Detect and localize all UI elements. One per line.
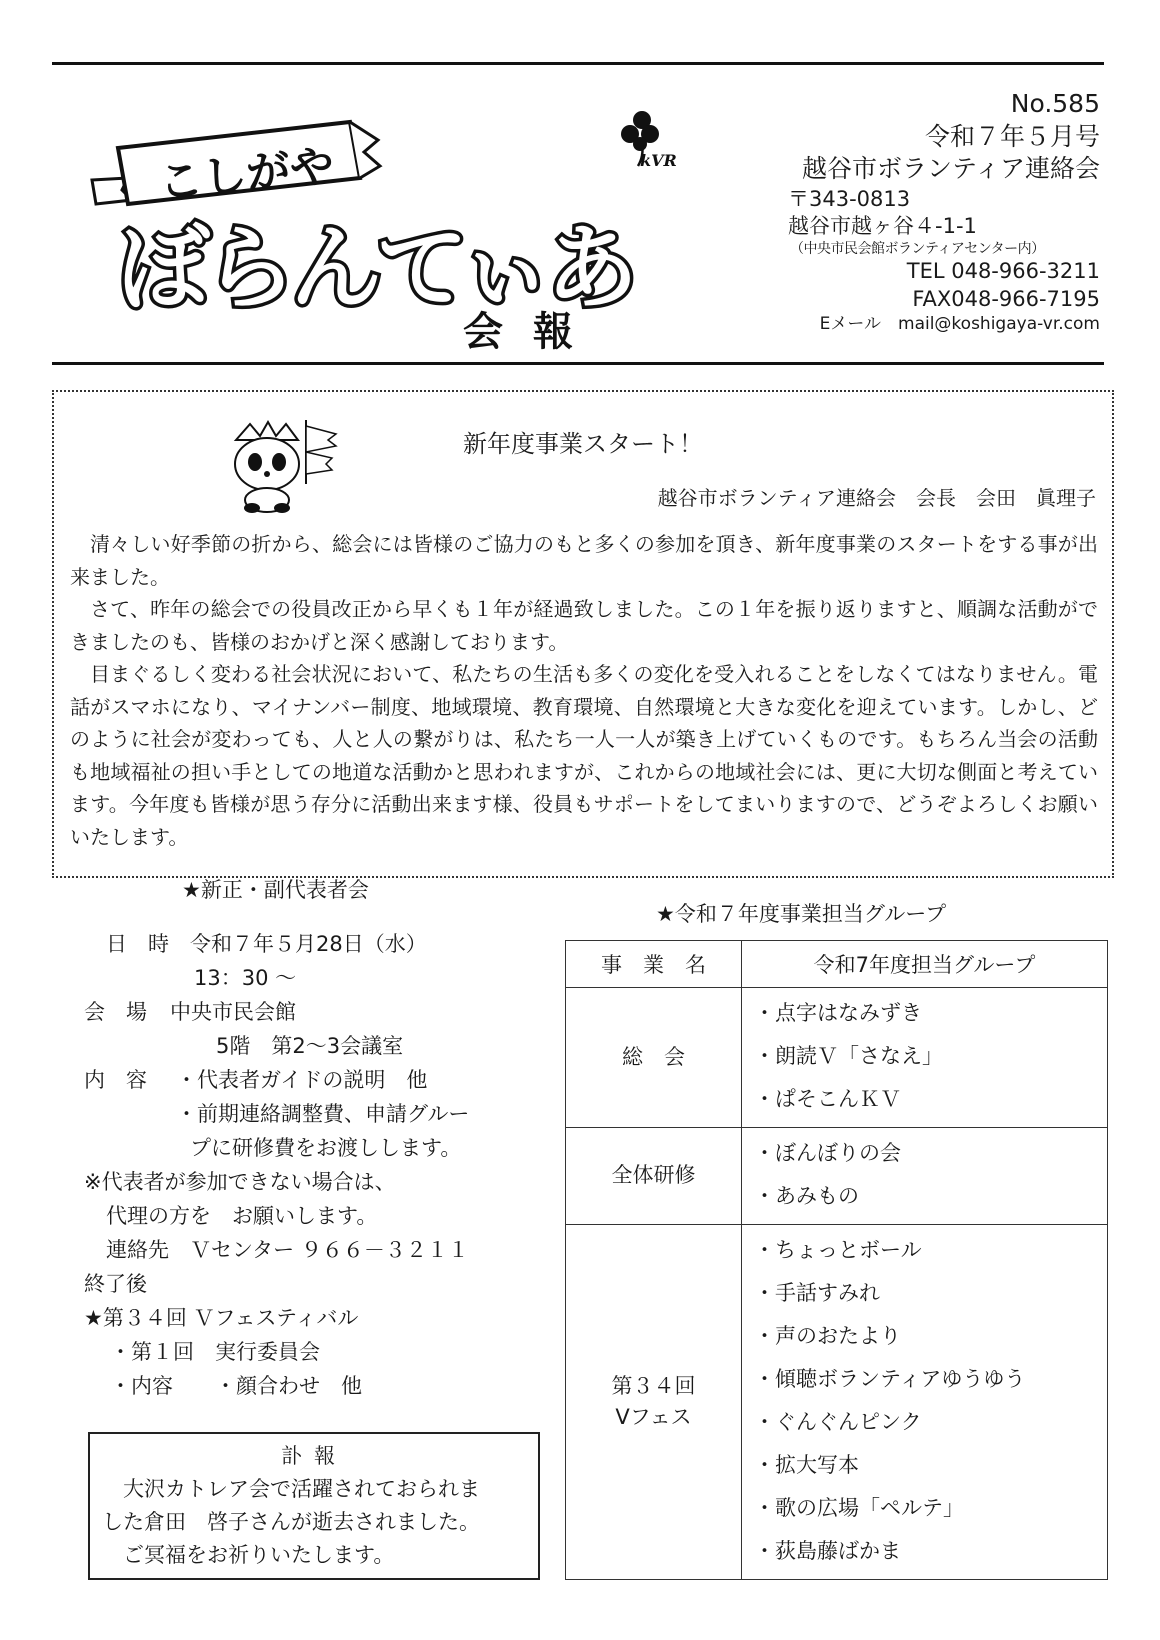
group-item: ・ぼんぼりの会 — [754, 1141, 901, 1165]
date-value: 令和７年５月28日（水） — [190, 932, 427, 956]
column-header-event: 事 業 名 — [566, 941, 742, 988]
group-item: ・拡大写本 — [754, 1453, 859, 1477]
greeting-section — [52, 390, 1114, 878]
group-item: ・朗読Ｖ「さなえ」 — [754, 1044, 943, 1068]
issue-date: 令和７年５月号 — [924, 121, 1100, 151]
time-value: 13：30 〜 — [194, 966, 297, 990]
table-row — [566, 1225, 1108, 1580]
group-item: ・荻島藤ばかま — [754, 1539, 901, 1563]
greeting-author: 越谷市ボランティア連絡会 会長 会田 眞理子 — [657, 486, 1096, 510]
content-label: 内 容 — [84, 1068, 147, 1092]
group-item: ・ぱそこんＫＶ — [754, 1087, 901, 1111]
group-item: ・声のおたより — [754, 1324, 901, 1348]
column-header-group: 令和7年度担当グループ — [742, 941, 1108, 988]
festival-item: ・第１回 実行委員会 — [110, 1340, 320, 1364]
logo-ribbon-text: こしがや — [156, 140, 337, 210]
obituary-title: 訃報 — [281, 1444, 347, 1468]
obituary-line: した倉田 啓子さんが逝去されました。 — [102, 1510, 480, 1534]
group-item: ・手話すみれ — [754, 1281, 880, 1305]
groups-table — [565, 940, 1108, 1580]
obituary-line: 大沢カトレア会で活躍されておられま — [123, 1477, 480, 1501]
meeting-section — [84, 878, 544, 1428]
group-item: ・ぐんぐんピンク — [754, 1410, 922, 1434]
event-name: 第３４回 Vフェス — [566, 1225, 742, 1580]
greeting-paragraph: さて、昨年の総会での役員改正から早くも１年が経過致しました。この１年を振り返りますと、順調な活動ができましたのも、皆様のおかげと深く感謝しております。 — [70, 597, 1098, 654]
greeting-paragraph: 清々しい好季節の折から、総会には皆様のご協力のもと多くの参加を頂き、新年度事業のスタートをする事が出来ました。 — [70, 532, 1098, 589]
group-list — [742, 988, 1108, 1128]
greeting-body — [70, 528, 1098, 853]
contact-info: 連絡先 Ｖセンター ９６６－３２１１ — [106, 1238, 469, 1262]
content-item: ・代表者ガイドの説明 他 — [176, 1068, 428, 1092]
date-label: 日 時 — [106, 932, 169, 956]
organization-name: 越谷市ボランティア連絡会 — [801, 154, 1100, 183]
fax: FAX048-966-7195 — [912, 286, 1100, 311]
group-item: ・点字はなみずき — [754, 1001, 922, 1025]
group-item: ・ちょっとボール — [754, 1238, 922, 1262]
group-list — [742, 1225, 1108, 1580]
greeting-title: 新年度事業スタート！ — [463, 430, 703, 458]
group-item: ・歌の広場「ペルテ」 — [754, 1496, 964, 1520]
event-name: 全体研修 — [566, 1128, 742, 1225]
newsletter-logo — [88, 100, 638, 362]
festival-heading: ★第３４回 Ｖフェスティバル — [84, 1306, 359, 1330]
event-name: 総 会 — [566, 988, 742, 1128]
logo-main-text: ぼらんてぃあ — [118, 215, 633, 322]
address: 越谷市越ヶ谷４-1-1 — [788, 213, 977, 238]
greeting-paragraph: 目まぐるしく変わる社会状況において、私たちの生活も多くの変化を受入れることをしなくてはなりません。電話がスマホになり、マイナンバー制度、地域環境、教育環境、自然環境と大きな変化を迎えています。しかし、どのように社会が変わっても、人と人の繋がりは、私たち一人一人が築き上げていくものです。もちろん当会の活動も地域福祉の担い手としての地道な活動かと思われますが、これからの地域社会には、更に大切な側面と考えています。今年度も皆様が思う存分に活動出来ます様、役員もサポートをしてまいりますので、どうぞよろしくお願いいたします。 — [70, 662, 1098, 849]
header-bottom-rule — [52, 362, 1104, 365]
groups-table-title: ★令和７年度事業担当グループ — [656, 902, 947, 926]
header-top-rule — [52, 62, 1104, 65]
content-item: ・前期連絡調整費、申請グルー — [176, 1102, 470, 1126]
note-line: 代理の方を お願いします。 — [106, 1204, 378, 1228]
email: Eメール mail@koshigaya-vr.com — [819, 313, 1100, 334]
address-note: （中央市民会館ボランティアセンター内） — [790, 241, 1045, 258]
note-line: ※代表者が参加できない場合は、 — [84, 1170, 396, 1194]
table-row — [566, 1128, 1108, 1225]
group-list — [742, 1128, 1108, 1225]
festival-item: ・内容 ・顔合わせ 他 — [110, 1374, 362, 1398]
postal-code: 〒343-0813 — [788, 186, 911, 211]
meeting-heading: ★新正・副代表者会 — [182, 878, 369, 902]
logo-sub-text: 会報 — [463, 309, 603, 355]
issue-number: No.585 — [1010, 89, 1100, 118]
emblem-text: kVR — [640, 151, 677, 170]
venue-value: 中央市民会館 — [170, 1000, 296, 1024]
table-header-row — [566, 941, 1108, 988]
group-item: ・傾聴ボランティアゆうゆう — [754, 1367, 1026, 1391]
table-row — [566, 988, 1108, 1128]
obituary-line: ご冥福をお祈りいたします。 — [123, 1543, 395, 1567]
venue-label: 会 場 — [84, 1000, 147, 1024]
after-label: 終了後 — [84, 1272, 147, 1296]
group-item: ・あみもの — [754, 1184, 859, 1208]
venue-room: 5階 第2〜3会議室 — [216, 1034, 404, 1058]
content-item-cont: プに研修費をお渡しします。 — [190, 1136, 462, 1160]
telephone: TEL 048-966-3211 — [906, 259, 1100, 284]
issue-info — [640, 88, 1100, 335]
obituary-box — [88, 1432, 540, 1580]
